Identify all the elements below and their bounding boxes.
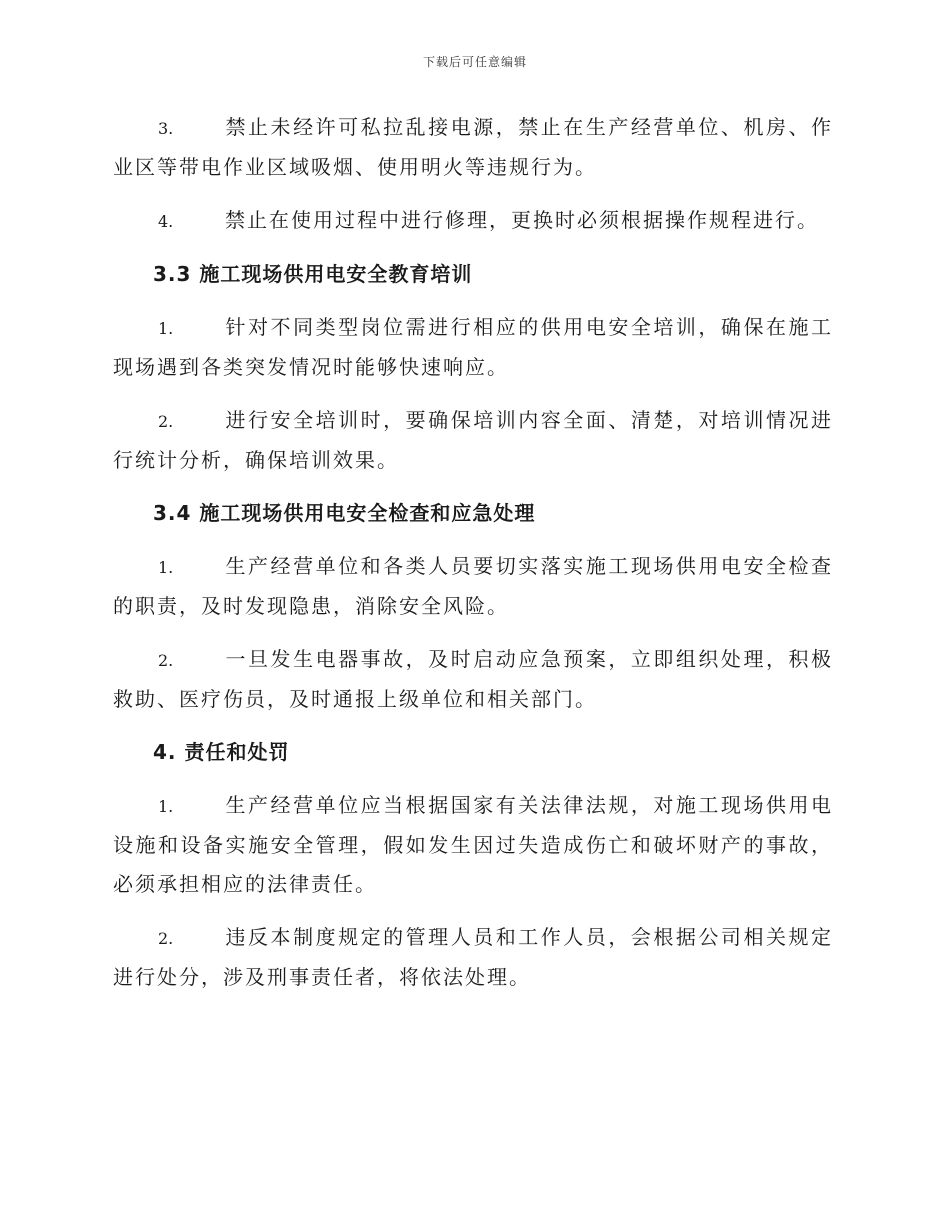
item-number: 1. bbox=[158, 797, 174, 816]
page-header: 下载后可任意编辑 bbox=[422, 55, 527, 69]
list-item bbox=[113, 308, 833, 387]
item-number: 1. bbox=[158, 558, 174, 577]
list-item bbox=[113, 640, 833, 719]
list-item bbox=[113, 401, 833, 480]
section-heading: 4. 责任和处罚 bbox=[153, 740, 290, 764]
item-text: 禁止在使用过程中进行修理，更换时必须根据操作规程进行。 bbox=[225, 208, 819, 232]
item-text: 生产经营单位和各类人员要切实落实施工现场供用电安全检查的职责，及时发现隐患，消除安全风险。 bbox=[113, 554, 833, 618]
item-text: 生产经营单位应当根据国家有关法律法规，对施工现场供用电设施和设备实施安全管理，假如发生因过失造成伤亡和破坏财产的事故，必须承担相应的法律责任。 bbox=[113, 793, 833, 896]
item-text: 违反本制度规定的管理人员和工作人员，会根据公司相关规定进行处分，涉及刑事责任者，将依法处理。 bbox=[113, 925, 833, 989]
item-number: 2. bbox=[158, 412, 174, 431]
item-number: 2. bbox=[158, 929, 174, 948]
list-item bbox=[113, 201, 833, 241]
item-text: 进行安全培训时，要确保培训内容全面、清楚，对培训情况进行统计分析，确保培训效果。 bbox=[113, 408, 833, 472]
section-heading: 3.3 施工现场供用电安全教育培训 bbox=[153, 262, 473, 286]
item-number: 1. bbox=[158, 319, 174, 338]
item-number: 2. bbox=[158, 651, 174, 670]
item-text: 一旦发生电器事故，及时启动应急预案，立即组织处理，积极救助、医疗伤员，及时通报上级单位和相关部门。 bbox=[113, 647, 833, 711]
section-heading: 3.4 施工现场供用电安全检查和应急处理 bbox=[153, 501, 536, 525]
list-item bbox=[113, 918, 833, 997]
document-body bbox=[113, 108, 833, 1011]
list-item bbox=[113, 547, 833, 626]
item-text: 禁止未经许可私拉乱接电源，禁止在生产经营单位、机房、作业区等带电作业区域吸烟、使用明火等违规行为。 bbox=[113, 115, 833, 179]
item-number: 3. bbox=[158, 119, 174, 138]
list-item bbox=[113, 108, 833, 187]
item-text: 针对不同类型岗位需进行相应的供用电安全培训，确保在施工现场遇到各类突发情况时能够快速响应。 bbox=[113, 315, 833, 379]
list-item bbox=[113, 786, 833, 904]
item-number: 4. bbox=[158, 212, 174, 231]
